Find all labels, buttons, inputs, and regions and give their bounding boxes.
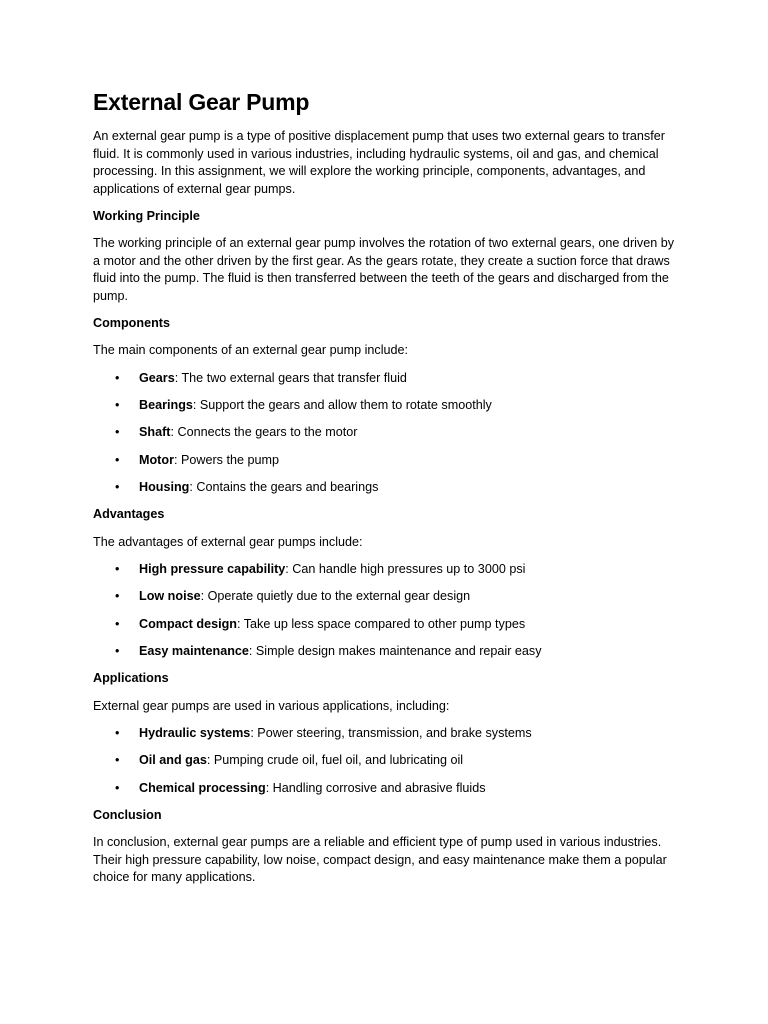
list-item-desc: : Handling corrosive and abrasive fluids bbox=[265, 780, 486, 795]
bullet-icon: • bbox=[115, 780, 120, 795]
list-item-term: Hydraulic systems bbox=[139, 725, 251, 740]
list-item bbox=[93, 643, 683, 661]
list-item-desc: : Powers the pump bbox=[173, 452, 279, 467]
bullet-icon: • bbox=[115, 397, 120, 412]
list-item-desc: : Pumping crude oil, fuel oil, and lubricating oil bbox=[206, 753, 464, 768]
applications-heading: Applications bbox=[93, 671, 169, 686]
bullet-icon: • bbox=[115, 753, 120, 768]
applications-list bbox=[93, 725, 683, 797]
components-heading: Components bbox=[93, 316, 170, 331]
list-item-term: Low noise bbox=[139, 589, 201, 604]
list-item-desc: : Power steering, transmission, and brake systems bbox=[250, 725, 532, 740]
document-title: External Gear Pump bbox=[93, 89, 310, 115]
list-item bbox=[93, 479, 683, 497]
conclusion-paragraph: In conclusion, external gear pumps are a reliable and efficient type of pump used in various industries. Their high pressure capability, low noise, compact design, and easy maintenance make them a popular choice for many applications. bbox=[93, 835, 667, 885]
bullet-icon: • bbox=[115, 480, 120, 495]
list-item-term: Compact design bbox=[139, 616, 237, 631]
list-item-desc: : Connects the gears to the motor bbox=[170, 425, 358, 440]
bullet-icon: • bbox=[115, 644, 120, 658]
advantages-intro: The advantages of external gear pumps include: bbox=[93, 534, 363, 549]
list-item-desc: : Can handle high pressures up to 3000 psi bbox=[285, 561, 526, 576]
list-item bbox=[93, 780, 683, 798]
components-intro: The main components of an external gear pump include: bbox=[93, 343, 409, 358]
bullet-icon: • bbox=[115, 370, 120, 385]
list-item bbox=[93, 561, 683, 579]
list-item-term: Oil and gas bbox=[139, 753, 207, 768]
list-item-term: Housing bbox=[139, 480, 190, 495]
advantages-heading: Advantages bbox=[93, 507, 165, 522]
list-item-desc: : Operate quietly due to the external gear design bbox=[200, 589, 471, 604]
bullet-icon: • bbox=[115, 589, 120, 604]
document-page bbox=[93, 86, 683, 897]
list-item-term: Motor bbox=[139, 452, 174, 467]
bullet-icon: • bbox=[115, 561, 120, 576]
list-item-term: Shaft bbox=[139, 425, 171, 440]
list-item-desc: : Support the gears and allow them to rotate smoothly bbox=[192, 397, 492, 412]
applications-intro: External gear pumps are used in various applications, including: bbox=[93, 698, 450, 713]
working-principle-paragraph: The working principle of an external gear pump involves the rotation of two external gears, one driven by a motor and the other driven by the first gear. As the gears rotate, they create a suction force that draws fluid into the pump. The fluid is then transferred between the teeth of the gears and discharged from the pump. bbox=[93, 236, 675, 303]
advantages-list bbox=[93, 561, 683, 661]
list-item-desc: : Contains the gears and bearings bbox=[189, 480, 379, 495]
list-item-term: High pressure capability bbox=[139, 561, 286, 576]
list-item bbox=[93, 397, 683, 415]
bullet-icon: • bbox=[115, 425, 120, 440]
components-list bbox=[93, 370, 683, 497]
working-principle-heading: Working Principle bbox=[93, 208, 200, 223]
list-item-term: Easy maintenance bbox=[139, 644, 249, 658]
list-item bbox=[93, 452, 683, 470]
list-item bbox=[93, 424, 683, 442]
bullet-icon: • bbox=[115, 452, 120, 467]
list-item bbox=[93, 370, 683, 388]
list-item-term: Bearings bbox=[139, 397, 193, 412]
conclusion-heading: Conclusion bbox=[93, 807, 162, 822]
list-item bbox=[93, 588, 683, 606]
intro-paragraph: An external gear pump is a type of positive displacement pump that uses two external gears to transfer fluid. It is commonly used in various industries, including hydraulic systems, oil and gas, and chemical processing. In this assignment, we will explore the working principle, components, advantages, and applications of external gear pumps. bbox=[93, 129, 665, 196]
list-item-term: Gears bbox=[139, 370, 175, 385]
list-item-desc: : Take up less space compared to other pump types bbox=[236, 616, 526, 631]
list-item-term: Chemical processing bbox=[139, 780, 266, 795]
list-item-desc: : The two external gears that transfer fluid bbox=[174, 370, 407, 385]
bullet-icon: • bbox=[115, 616, 120, 631]
list-item-desc: : Simple design makes maintenance and repair easy bbox=[248, 644, 542, 658]
list-item bbox=[93, 616, 683, 634]
list-item bbox=[93, 725, 683, 743]
list-item bbox=[93, 752, 683, 770]
bullet-icon: • bbox=[115, 725, 120, 740]
